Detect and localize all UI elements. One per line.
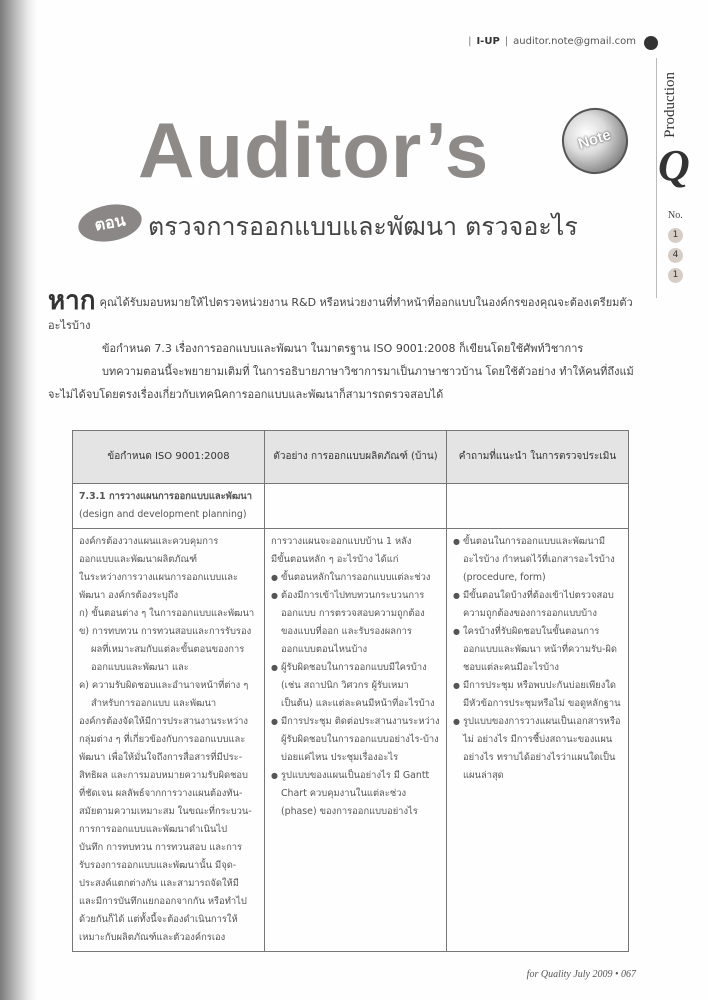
requirement-line: สิทธิผล และการมอบหมายความรับผิดชอบ — [79, 770, 249, 781]
list-item: ● ขั้นตอนในการออกแบบและพัฒนามีอะไรบ้าง กำหนดไว้ที่เอกสารอะไรบ้าง (procedure, form) — [453, 533, 622, 587]
intro-paragraph-3: บทความตอนนี้จะพยายามเติมที่ ในการอธิบายภาษาวิชาการมาเป็นภาษาชาวบ้าน โดยใช้ตัวอย่าง ทำให้คนที่ถึงแม้จะไม่ได้จบโดยตรงเรื่องเกี่ยวกับเทคนิคการออกแบบและพัฒนาก็สามารถตรวจสอบได้ — [48, 365, 634, 401]
requirement-line: สำหรับการออกแบบ และพัฒนา — [91, 698, 217, 709]
requirement-line: บันทึก การทบทวน การทวนสอบ และการ — [79, 842, 243, 853]
section-row — [73, 484, 629, 529]
requirement-cell — [73, 529, 265, 952]
example-cell — [265, 529, 447, 952]
empty-cell — [265, 484, 447, 529]
requirement-line: และมีการบันทึกแยกออกจากกัน หรือทำไป — [79, 896, 247, 907]
list-item: ● ต้องมีการเข้าไปทบทวนกระบวนการออกแบบ การตรวจสอบความถูกต้องของแบบที่ออก และรับรองผลการออกแบบตอนไหนบ้าง — [271, 587, 440, 659]
header-divider: | — [468, 36, 472, 47]
requirement-line: องค์กรต้องจัดให้มีการประสานงานระหว่าง — [79, 716, 249, 727]
requirement-line: ในระหว่างการวางแผนการออกแบบและ — [79, 572, 239, 583]
table-header-row — [73, 431, 629, 484]
list-item: ● ขั้นตอนหลักในการออกแบบแต่ละช่วง — [271, 569, 440, 587]
header-cell: คำถามที่แนะนำ ในการตรวจประเมิน — [447, 431, 629, 484]
requirement-line: สมัยตามความเหมาะสม ในขณะที่กระบวน- — [79, 806, 252, 817]
requirement-line: รับรองการออกแบบและพัฒนานั้น มีจุด- — [79, 860, 237, 871]
requirement-line: องค์กรต้องวางแผนและควบคุมการ — [79, 536, 219, 547]
requirement-line: ที่ชัดเจน ผลลัพธ์จากการวางแผนต้องทัน- — [79, 788, 243, 799]
requirement-line: ค) ความรับผิดชอบและอำนาจหน้าที่ต่าง ๆ — [79, 680, 249, 691]
header-cell: ตัวอย่าง การออกแบบผลิตภัณฑ์ (บ้าน) — [265, 431, 447, 484]
episode-badge: ตอน — [75, 200, 144, 247]
side-divider — [656, 58, 657, 298]
example-list — [271, 569, 440, 821]
note-badge: Note — [553, 99, 636, 182]
list-item: ● ผู้รับผิดชอบในการออกแบบมีใครบ้าง (เช่น สถาปนิก วิศวกร ผู้รับเหมาเป็นต้น) และแต่ละคนมีหน้าที่อะไรบ้าง — [271, 659, 440, 713]
issue-digit: 4 — [668, 248, 683, 263]
requirement-line: เหมาะกับผลิตภัณฑ์และตัวองค์กรเอง — [79, 932, 226, 943]
list-item: ● ใครบ้างที่รับผิดชอบในขั้นตอนการออกแบบและพัฒนา หน้าที่ความรับ-ผิดชอบแต่ละคนมีอะไรบ้าง — [453, 623, 622, 677]
section-label: Production — [662, 72, 678, 138]
header-dot-icon — [644, 36, 658, 50]
side-tab — [656, 58, 708, 298]
column-title: Auditor’s — [138, 106, 490, 194]
page-footer: for Quality July 2009 • 067 — [526, 969, 636, 980]
section-title-cell — [73, 484, 265, 529]
list-item: ● รูปแบบของการวางแผนเป็นเอกสารหรือไม่ อย่างไร มีการชี้บ่งสถานะของแผนอย่างไร ทราบได้อย่างไรว่าแผนใดเป็นแผนล่าสุด — [453, 713, 622, 785]
example-intro-line: มีขั้นตอนหลัก ๆ อะไรบ้าง ได้แก่ — [271, 554, 399, 565]
requirement-line: พัฒนา เพื่อให้มั่นใจถึงการสื่อสารที่มีประ- — [79, 752, 243, 763]
intro-paragraph-2: ข้อกำหนด 7.3 เรื่องการออกแบบและพัฒนา ในมาตรฐาน ISO 9001:2008 ก็เขียนโดยใช้ศัพท์วิชาการ — [102, 342, 584, 355]
issue-no-label: No. — [668, 210, 683, 221]
drop-cap-word: หาก — [48, 286, 96, 316]
header-divider: | — [504, 36, 509, 47]
example-intro-line: การวางแผนจะออกแบบบ้าน 1 หลัง — [271, 536, 412, 547]
questions-list — [453, 533, 622, 785]
requirement-line: การการออกแบบและพัฒนาดำเนินไป — [79, 824, 228, 835]
requirement-line: ก) ขั้นตอนต่าง ๆ ในการออกแบบและพัฒนา — [79, 608, 255, 619]
intro-paragraph-1 — [48, 286, 644, 337]
section-title: 7.3.1 การวางแผนการออกแบบและพัฒนา — [79, 491, 252, 502]
empty-cell — [447, 484, 629, 529]
header-tag: I-UP — [476, 36, 500, 47]
issue-digit: 1 — [668, 228, 683, 243]
requirement-line: ออกแบบและพัฒนา และ — [91, 662, 189, 673]
requirements-table — [72, 430, 629, 952]
header-email: auditor.note@gmail.com — [513, 36, 636, 47]
requirement-line: พัฒนา องค์กรต้องระบุถึง — [79, 590, 179, 601]
episode-row — [78, 205, 638, 245]
intro-p1-text: คุณได้รับมอบหมายให้ไปตรวจหน่วยงาน R&D หรือหน่วยงานที่ทำหน้าที่ออกแบบในองค์กรของคุณจะต้องเตรียมตัวอะไรบ้าง — [48, 296, 633, 332]
section-subtitle: (design and development planning) — [79, 509, 247, 520]
requirement-line: กลุ่มต่าง ๆ ที่เกี่ยวข้องกับการออกแบบและ — [79, 734, 246, 745]
requirement-line: ด้วยกันก็ได้ แต่ทั้งนี้จะต้องดำเนินการให้ — [79, 914, 238, 925]
list-item: ● รูปแบบของแผนเป็นอย่างไร มี Gantt Chart ควบคุมงานในแต่ละช่วง (phase) ของการออกแบบอย่างไร — [271, 767, 440, 821]
issue-digit: 1 — [668, 268, 683, 283]
questions-cell — [447, 529, 629, 952]
book-binding-shadow — [0, 0, 38, 1000]
requirement-line: ผลที่เหมาะสมกับแต่ละขั้นตอนของการ — [91, 644, 245, 655]
requirement-line: ข) การทบทวน การทวนสอบและการรับรอง — [79, 626, 252, 637]
header-cell: ข้อกำหนด ISO 9001:2008 — [73, 431, 265, 484]
requirement-line: ประสงค์แตกต่างกัน และสามารถจัดให้มี — [79, 878, 239, 889]
list-item: ● มีการประชุม หรือพบปะกันบ่อยเพียงใด มีหัวข้อการประชุมหรือไม่ ขอดูหลักฐาน — [453, 677, 622, 713]
list-item: ● มีการประชุม ติดต่อประสานงานระหว่างผู้รับผิดชอบในการออกแบบอย่างไร-บ้าง บ่อยแค่ไหน ประชุมเรื่องอะไร — [271, 713, 440, 767]
section-letter: Q — [658, 141, 690, 190]
content-row — [73, 529, 629, 952]
article-subtitle: ตรวจการออกแบบและพัฒนา ตรวจอะไร — [148, 212, 578, 241]
list-item: ● มีขั้นตอนใดบ้างที่ต้องเข้าไปตรวจสอบความถูกต้องของการออกแบบบ้าง — [453, 587, 622, 623]
page-header — [468, 36, 636, 47]
article-intro — [48, 286, 644, 406]
requirement-line: ออกแบบและพัฒนาผลิตภัณฑ์ — [79, 554, 198, 565]
